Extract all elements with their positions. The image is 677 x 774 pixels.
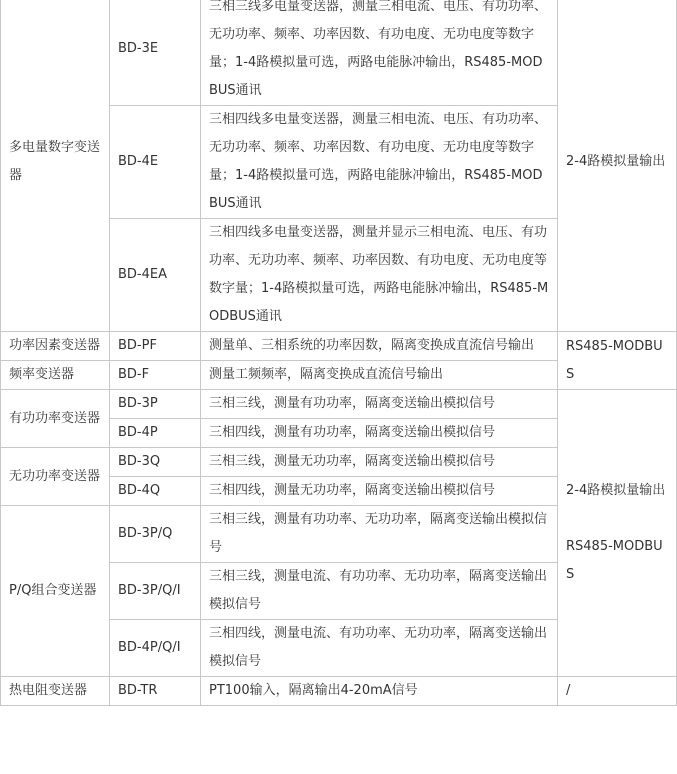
description-cell: 测量单、三相系统的功率因数，隔离变换成直流信号输出: [201, 332, 558, 361]
model-cell: BD-PF: [110, 332, 201, 361]
description-cell: 测量工频频率，隔离变换成直流信号输出: [201, 361, 558, 390]
description-cell: 三相三线，测量有功功率，隔离变送输出模拟信号: [201, 390, 558, 419]
description-cell: 三相三线，测量有功功率、无功功率，隔离变送输出模拟信号: [201, 506, 558, 563]
description-cell: 三相四线，测量有功功率，隔离变送输出模拟信号: [201, 419, 558, 448]
output-cell: RS485-MODBUS: [558, 332, 677, 390]
model-cell: BD-4EA: [110, 219, 201, 332]
category-cell: 多电量数字变送器: [1, 0, 110, 332]
description-cell: 三相三线，测量电流、有功功率、无功功率，隔离变送输出模拟信号: [201, 563, 558, 620]
output-cell: /: [558, 677, 677, 706]
category-cell: 有功功率变送器: [1, 390, 110, 448]
table-row: [1, 677, 677, 706]
output-line: 2-4路模拟量输出: [566, 483, 666, 498]
description-cell: 三相四线，测量电流、有功功率、无功功率，隔离变送输出模拟信号: [201, 620, 558, 677]
description-cell: 三相四线多电量变送器，测量并显示三相电流、电压、有功功率、无功功率、频率、功率因数、有功电度、无功电度等数字量；1-4路模拟量可选，两路电能脉冲输出，RS485-MODBUS通讯: [201, 219, 558, 332]
model-cell: BD-4P/Q/I: [110, 620, 201, 677]
category-cell: 无功功率变送器: [1, 448, 110, 506]
description-cell: PT100输入，隔离输出4-20mA信号: [201, 677, 558, 706]
output-line: RS485-MODBUS: [566, 539, 663, 582]
category-cell: P/Q组合变送器: [1, 506, 110, 677]
category-cell: 频率变送器: [1, 361, 110, 390]
description-cell: 三相三线多电量变送器，测量三相电流、电压、有功功率、无功功率、频率、功率因数、有功电度、无功电度等数字量；1-4路模拟量可选，两路电能脉冲输出，RS485-MODBUS通讯: [201, 0, 558, 106]
model-cell: BD-4P: [110, 419, 201, 448]
model-cell: BD-4E: [110, 106, 201, 219]
table-row: [1, 390, 677, 419]
output-cell: [558, 390, 677, 677]
description-cell: 三相四线多电量变送器，测量三相电流、电压、有功功率、无功功率、频率、功率因数、有功电度、无功电度等数字量；1-4路模拟量可选，两路电能脉冲输出，RS485-MODBUS通讯: [201, 106, 558, 219]
table-row: [1, 0, 677, 106]
model-cell: BD-3E: [110, 0, 201, 106]
category-cell: 热电阻变送器: [1, 677, 110, 706]
model-cell: BD-4Q: [110, 477, 201, 506]
model-cell: BD-3P/Q: [110, 506, 201, 563]
output-cell: 2-4路模拟量输出: [558, 0, 677, 332]
description-cell: 三相三线，测量无功功率，隔离变送输出模拟信号: [201, 448, 558, 477]
model-cell: BD-F: [110, 361, 201, 390]
table-row: [1, 332, 677, 361]
category-cell: 功率因素变送器: [1, 332, 110, 361]
model-cell: BD-TR: [110, 677, 201, 706]
model-cell: BD-3P/Q/I: [110, 563, 201, 620]
model-cell: BD-3Q: [110, 448, 201, 477]
model-cell: BD-3P: [110, 390, 201, 419]
description-cell: 三相四线，测量无功功率，隔离变送输出模拟信号: [201, 477, 558, 506]
